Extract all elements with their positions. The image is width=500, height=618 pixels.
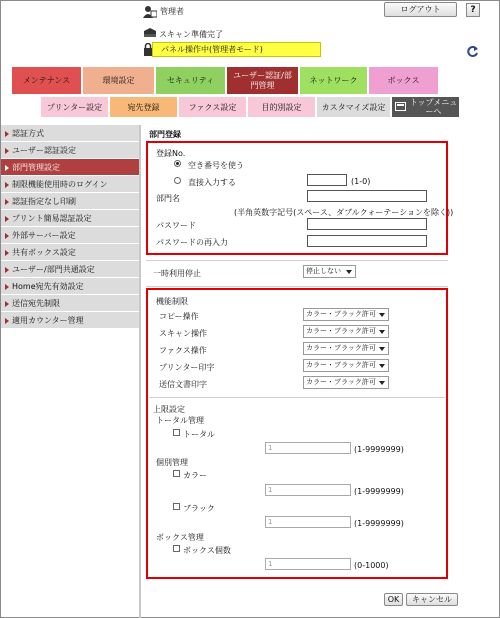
- top-menu-icon: [395, 102, 406, 111]
- subtab-fax-settings[interactable]: ファクス設定: [179, 97, 247, 117]
- arrow-right-icon: [5, 233, 9, 239]
- color-range: (1-9999999): [354, 487, 404, 496]
- reg-no-input[interactable]: [307, 174, 347, 186]
- sidebar-item-shared-box[interactable]: 共有ボックス設定: [1, 244, 139, 261]
- password-confirm-label: パスワードの再入力: [156, 238, 228, 247]
- char-note: (半角英数字記号(スペース、ダブルクォーテーションを除く)): [234, 208, 454, 217]
- suspend-label: 一時利用停止: [153, 269, 201, 278]
- arrow-right-icon: [5, 199, 9, 205]
- total-checkbox[interactable]: [173, 429, 180, 436]
- send-doc-print-label: 送信文書印字: [159, 380, 207, 389]
- logout-button[interactable]: ログアウト: [384, 2, 457, 17]
- sidebar-separator: [139, 125, 141, 618]
- scanner-icon: [143, 27, 157, 38]
- arrow-right-icon: [5, 301, 9, 307]
- help-button[interactable]: ?: [466, 3, 480, 17]
- scan-status: スキャン準備完了: [159, 30, 223, 39]
- send-doc-print-select[interactable]: [303, 376, 389, 389]
- subtab-customize-settings[interactable]: カスタマイズ設定: [317, 97, 391, 117]
- chevron-down-icon: [379, 313, 385, 317]
- suspend-value: 停止しない: [306, 267, 341, 275]
- chevron-down-icon: [379, 381, 385, 385]
- black-checkbox[interactable]: [173, 503, 180, 510]
- cancel-button[interactable]: キャンセル: [406, 593, 458, 606]
- black-input[interactable]: 1: [265, 516, 351, 528]
- total-input[interactable]: 1: [265, 442, 351, 454]
- scan-op-label: スキャン操作: [159, 329, 207, 338]
- scan-op-select[interactable]: [303, 325, 389, 338]
- fax-op-select[interactable]: [303, 342, 389, 355]
- color-label: カラー: [183, 471, 207, 480]
- auto-number-radio[interactable]: [174, 160, 181, 167]
- panel-status: パネル操作中(管理者モード): [152, 42, 321, 57]
- section-divider: [146, 260, 448, 261]
- tab-environment[interactable]: 環境設定: [83, 67, 155, 94]
- arrow-right-icon: [5, 148, 9, 154]
- password-confirm-input[interactable]: [307, 235, 427, 247]
- direct-input-range: (1-0): [351, 177, 371, 186]
- tab-security[interactable]: セキュリティ: [156, 67, 226, 94]
- total-range: (1-9999999): [354, 445, 404, 454]
- total-label: トータル: [183, 430, 215, 439]
- dept-name-label: 部門名: [156, 194, 180, 203]
- section-divider: [149, 397, 445, 398]
- copy-op-value: カラー・ブラック許可: [306, 310, 376, 318]
- top-menu-label: トップメニューへ: [409, 98, 458, 116]
- color-input[interactable]: 1: [265, 484, 351, 496]
- refresh-icon[interactable]: [466, 45, 479, 58]
- sidebar-item-home-destination[interactable]: Home宛先有効設定: [1, 278, 139, 295]
- subtab-address-registration[interactable]: 宛先登録: [110, 97, 178, 117]
- copy-op-select[interactable]: [303, 308, 389, 321]
- printer-print-select[interactable]: [303, 359, 389, 372]
- direct-input-radio[interactable]: [174, 177, 181, 184]
- copy-op-label: コピー操作: [159, 312, 199, 321]
- subtab-purpose-settings[interactable]: 目的別設定: [248, 97, 316, 117]
- func-limit-label: 機能制限: [156, 297, 188, 306]
- sidebar-item-send-restriction[interactable]: 送信宛先制限: [1, 295, 139, 312]
- black-label: ブラック: [183, 504, 215, 513]
- password-input[interactable]: [307, 218, 427, 230]
- arrow-right-icon: [5, 182, 9, 188]
- suspend-select[interactable]: [303, 265, 356, 278]
- fax-op-label: ファクス操作: [159, 346, 207, 355]
- reg-no-label: 登録No.: [156, 149, 186, 158]
- subtab-printer-settings[interactable]: プリンター設定: [41, 97, 109, 117]
- sidebar-item-auth-method[interactable]: 認証方式: [1, 125, 139, 142]
- upper-limit-label: 上限設定: [153, 405, 185, 414]
- black-range: (1-9999999): [354, 519, 404, 528]
- sidebar-item-dept-mgmt[interactable]: 部門管理設定: [1, 159, 139, 176]
- box-mgmt-label: ボックス管理: [156, 533, 204, 542]
- sidebar: [1, 125, 139, 329]
- sidebar-item-user-auth[interactable]: ユーザー認証設定: [1, 142, 139, 159]
- password-label: パスワード: [156, 221, 196, 230]
- sidebar-item-unauth-print[interactable]: 認証指定なし印刷: [1, 193, 139, 210]
- dept-name-input[interactable]: [307, 190, 427, 202]
- arrow-right-icon: [5, 131, 9, 137]
- section-divider: [146, 286, 448, 287]
- individual-mgmt-label: 個別管理: [156, 458, 188, 467]
- tab-network[interactable]: ネットワーク: [300, 67, 368, 94]
- auto-number-label: 空き番号を使う: [188, 161, 244, 170]
- tab-maintenance[interactable]: メンテナンス: [12, 67, 82, 94]
- arrow-right-icon: [5, 318, 9, 324]
- send-doc-print-value: カラー・ブラック許可: [306, 378, 376, 386]
- sidebar-item-restricted-login[interactable]: 制限機能使用時のログイン: [1, 176, 139, 193]
- box-count-range: (0-1000): [354, 561, 389, 570]
- arrow-right-icon: [5, 165, 9, 171]
- box-count-label: ボックス個数: [183, 546, 231, 555]
- sidebar-item-counter-mgmt[interactable]: 適用カウンター管理: [1, 312, 139, 329]
- scan-op-value: カラー・ブラック許可: [306, 327, 376, 335]
- chevron-down-icon: [379, 364, 385, 368]
- chevron-down-icon: [379, 330, 385, 334]
- printer-print-value: カラー・ブラック許可: [306, 361, 376, 369]
- user-role: 管理者: [160, 7, 184, 16]
- fax-op-value: カラー・ブラック許可: [306, 344, 376, 352]
- arrow-right-icon: [5, 284, 9, 290]
- color-checkbox[interactable]: [173, 470, 180, 477]
- box-count-input[interactable]: 1: [265, 558, 351, 570]
- total-mgmt-label: トータル管理: [156, 416, 204, 425]
- tab-box[interactable]: ボックス: [369, 67, 439, 94]
- sidebar-item-user-dept-common[interactable]: ユーザー/部門共通設定: [1, 261, 139, 278]
- direct-input-label: 直接入力する: [188, 178, 236, 187]
- printer-print-label: プリンター印字: [159, 363, 215, 372]
- box-count-checkbox[interactable]: [173, 545, 180, 552]
- subtab-top-menu[interactable]: [392, 97, 460, 117]
- arrow-right-icon: [5, 250, 9, 256]
- ok-button[interactable]: OK: [384, 593, 403, 606]
- chevron-down-icon: [379, 347, 385, 351]
- section-title: 部門登録: [149, 130, 181, 139]
- arrow-right-icon: [5, 267, 9, 273]
- sidebar-item-external-server[interactable]: 外部サーバー設定: [1, 227, 139, 244]
- tab-user-auth[interactable]: ユーザー認証/部門管理: [227, 67, 299, 94]
- sidebar-item-simple-print-auth[interactable]: プリント簡易認証設定: [1, 210, 139, 227]
- chevron-down-icon: [346, 270, 352, 274]
- user-admin-icon: [143, 5, 157, 18]
- arrow-right-icon: [5, 216, 9, 222]
